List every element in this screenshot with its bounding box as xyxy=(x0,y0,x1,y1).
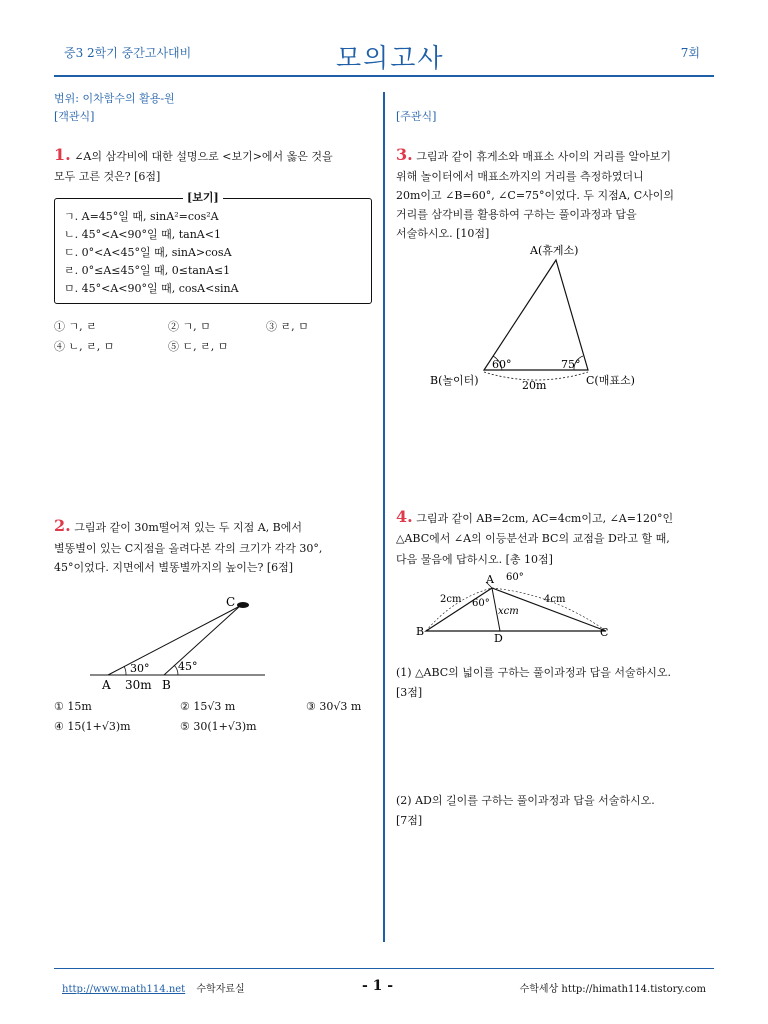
subquestion-1: (1) △ABC의 넓이를 구하는 풀이과정과 답을 서술하시오. xyxy=(396,666,672,679)
choice-5[interactable]: ⑤ ㄷ, ㄹ, ㅁ xyxy=(168,340,229,353)
footer-link-text: 수학자료실 xyxy=(196,984,245,995)
choice-3[interactable]: ③ ㄹ, ㅁ xyxy=(266,320,309,333)
point-c-label: C xyxy=(226,595,236,609)
question-3 xyxy=(396,144,716,168)
triangle-figure xyxy=(414,570,620,646)
choice-5[interactable]: ⑤ 30(1+√3)m xyxy=(180,720,257,733)
angle-60-label-top: 60° xyxy=(506,572,524,583)
point-d-label: D xyxy=(494,632,503,645)
question-3-line4: 거리를 삼각비를 활용하여 구하는 풀이과정과 답을 xyxy=(396,208,637,221)
point-b-label: B xyxy=(162,678,171,692)
point-a-label: A xyxy=(486,573,494,586)
header-rule xyxy=(54,75,714,77)
example-item: ㅁ. 45°<A<90°일 때, cosA<sinA xyxy=(64,282,239,295)
example-item: ㄹ. 0°≤A≤45°일 때, 0≤tanA≤1 xyxy=(64,264,231,277)
point-a-label: A(휴게소) xyxy=(530,244,579,257)
rest-stop-figure xyxy=(428,240,648,395)
angle-30-label: 30° xyxy=(130,662,150,675)
page-title: 모의고사 xyxy=(336,44,445,74)
footer-right: 수학세상 http://himath114.tistory.com xyxy=(519,984,706,995)
angle-45-label: 45° xyxy=(178,660,198,673)
footer-link[interactable]: http://www.math114.net xyxy=(62,984,186,995)
example-item: ㄱ. A=45°일 때, sinA²=cos²A xyxy=(64,210,219,223)
footer-rule xyxy=(54,968,714,969)
question-text: 그림과 같이 휴게소와 매표소 사이의 거리를 알아보기 xyxy=(416,150,671,163)
question-2-line3: 45°이었다. 지면에서 별똥별까지의 높이는? [6점] xyxy=(54,561,294,574)
point-c-label: C xyxy=(600,626,609,639)
distance-label: 30m xyxy=(125,678,152,692)
section-objective: [객관식] xyxy=(54,110,95,123)
question-number: 4. xyxy=(396,507,413,526)
question-text: 그림과 같이 30m떨어져 있는 두 지점 A, B에서 xyxy=(74,521,303,534)
subquestion-2-score: [7점] xyxy=(396,814,423,827)
subquestion-2: (2) AD의 길이를 구하는 풀이과정과 답을 서술하시오. xyxy=(396,794,655,807)
question-4 xyxy=(396,506,726,530)
page-number: - 1 - xyxy=(362,978,394,994)
point-c-label: C(매표소) xyxy=(586,374,635,387)
exam-round: 7회 xyxy=(680,46,700,60)
question-1-line2: 모두 고른 것은? [6점] xyxy=(54,170,161,183)
question-3-line2: 위해 놀이터에서 매표소까지의 거리를 측정하였더니 xyxy=(396,170,644,183)
question-text: 그림과 같이 AB=2cm, AC=4cm이고, ∠A=120°인 xyxy=(416,512,674,525)
footer-left xyxy=(62,980,245,995)
question-text: ∠A의 삼각비에 대한 설명으로 <보기>에서 옳은 것을 xyxy=(74,150,333,163)
example-list xyxy=(64,208,239,298)
example-item: ㄷ. 0°<A<45°일 때, sinA>cosA xyxy=(64,246,232,259)
choice-2[interactable]: ② 15√3 m xyxy=(180,700,236,713)
question-3-line5: 서술하시오. [10점] xyxy=(396,227,490,240)
question-number: 1. xyxy=(54,145,71,164)
column-divider xyxy=(383,92,385,942)
question-2 xyxy=(54,515,374,539)
exam-scope: 범위: 이차함수의 활용-원 xyxy=(54,92,175,105)
example-box-title: [보기] xyxy=(183,189,223,205)
subquestion-1-score: [3점] xyxy=(396,686,423,699)
side-ac-label: 4cm xyxy=(544,594,566,605)
point-b-label: B xyxy=(416,625,425,638)
question-number: 3. xyxy=(396,145,413,164)
side-ab-label: 2cm xyxy=(440,594,462,605)
question-number: 2. xyxy=(54,516,71,535)
choice-2[interactable]: ② ㄱ, ㅁ xyxy=(168,320,211,333)
angle-60-label-left: 60° xyxy=(472,598,490,609)
point-a-label: A xyxy=(102,678,111,692)
side-ad-label: xcm xyxy=(498,606,519,617)
choice-4[interactable]: ④ 15(1+√3)m xyxy=(54,720,131,733)
choice-1[interactable]: ① 15m xyxy=(54,700,92,713)
choice-3[interactable]: ③ 30√3 m xyxy=(306,700,362,713)
question-2-line2: 별똥별이 있는 C지점을 올려다본 각의 크기가 각각 30°, xyxy=(54,542,323,555)
choice-4[interactable]: ④ ㄴ, ㄹ, ㅁ xyxy=(54,340,115,353)
point-b-label: B(놀이터) xyxy=(430,374,479,387)
angle-60-label: 60° xyxy=(492,358,512,371)
example-item: ㄴ. 45°<A<90°일 때, tanA<1 xyxy=(64,228,221,241)
header-subject: 중3 2학기 중간고사대비 xyxy=(64,46,192,60)
distance-label: 20m xyxy=(522,379,547,392)
question-3-line3: 20m이고 ∠B=60°, ∠C=75°이었다. 두 지점A, C사이의 xyxy=(396,189,675,202)
elevation-figure xyxy=(80,592,280,692)
question-1 xyxy=(54,144,374,168)
angle-75-label: 75° xyxy=(561,358,581,371)
question-4-line2: △ABC에서 ∠A의 이등분선과 BC의 교점을 D라고 할 때, xyxy=(396,532,670,545)
choice-1[interactable]: ① ㄱ, ㄹ xyxy=(54,320,97,333)
question-4-line3: 다음 물음에 답하시오. [총 10점] xyxy=(396,553,553,566)
section-subjective: [주관식] xyxy=(396,110,437,123)
